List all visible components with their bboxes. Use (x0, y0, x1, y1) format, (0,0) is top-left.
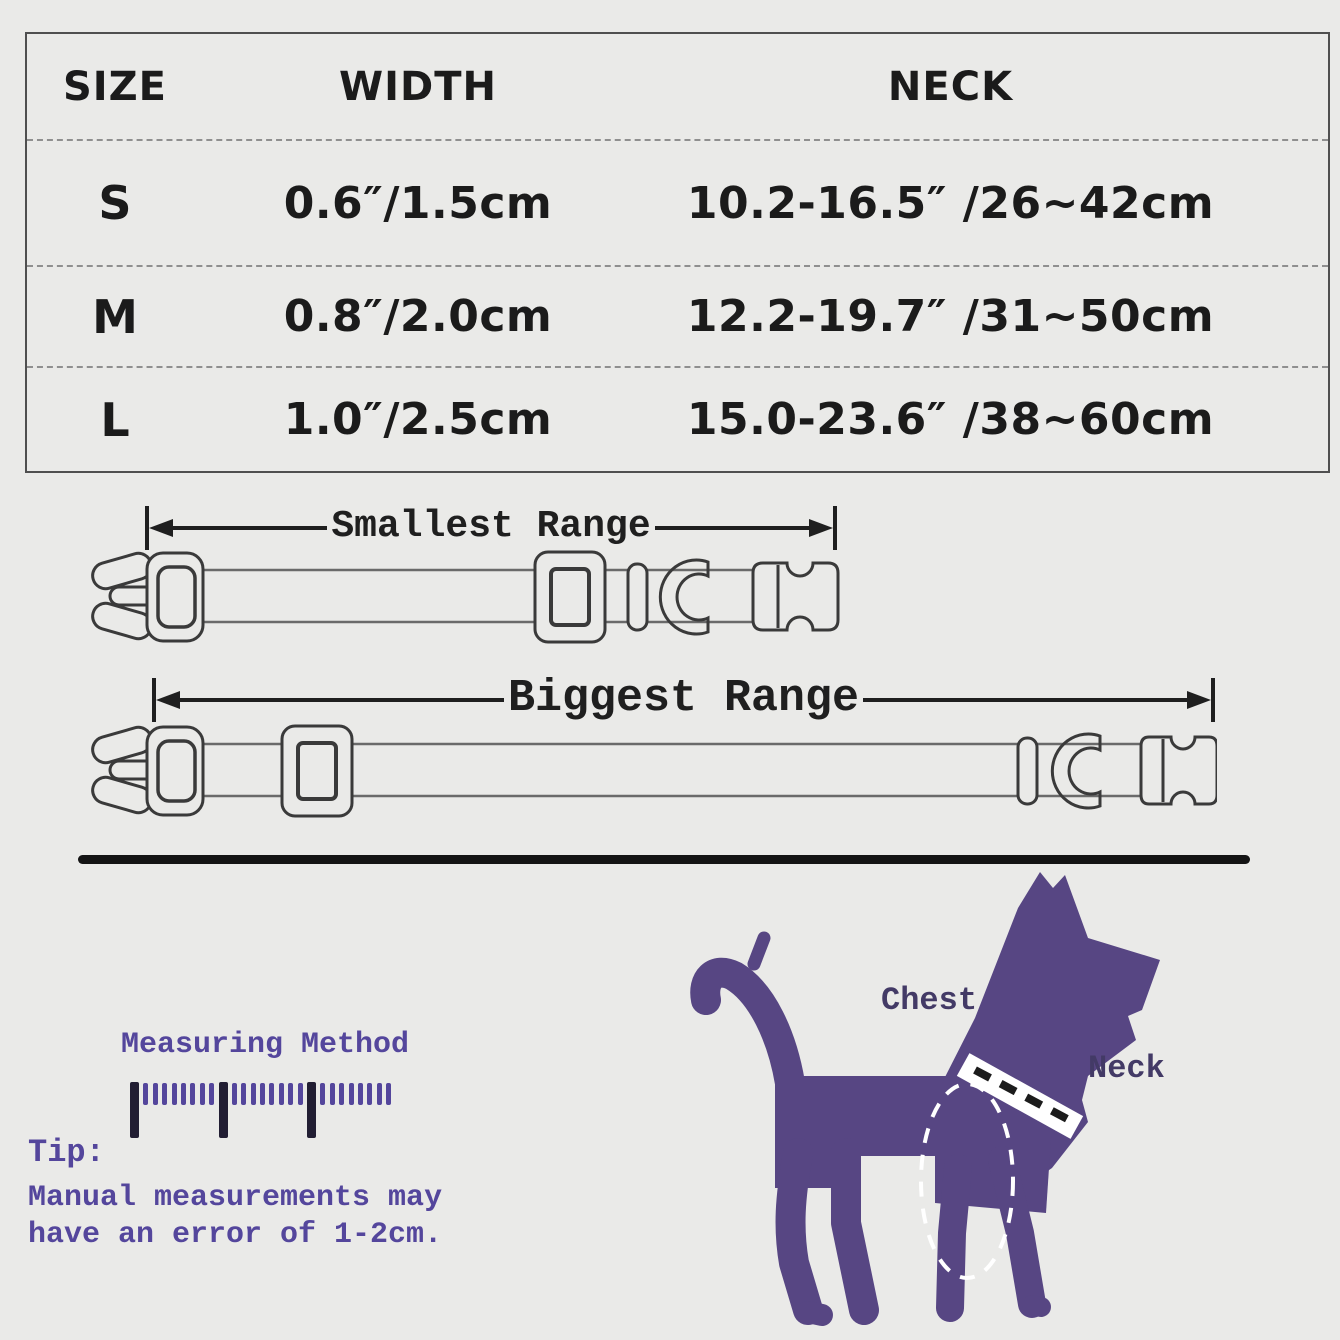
ruler-tick-minor (200, 1083, 205, 1105)
size-table (25, 32, 1330, 473)
arrow-end-bar (833, 506, 837, 550)
ruler-tick-minor (349, 1083, 354, 1105)
ruler-tick-minor (367, 1083, 372, 1105)
arrowhead-right-icon (809, 519, 833, 537)
arrow-line (173, 526, 327, 530)
chest-label: Chest (881, 982, 978, 1019)
ruler-tick-minor (298, 1083, 303, 1105)
column-header-size: SIZE (62, 63, 168, 110)
table-header-row (27, 34, 1328, 139)
section-divider (78, 855, 1250, 864)
ruler-tick-minor (279, 1083, 284, 1105)
ruler-tick-minor (339, 1083, 344, 1105)
tip-label: Tip: (28, 1134, 105, 1171)
ruler-tick-major (130, 1082, 139, 1138)
arrow-line (180, 698, 504, 702)
ruler-tick-minor (330, 1083, 335, 1105)
biggest-range-dimension-arrow (152, 672, 1215, 724)
collar-diagram-smallest (90, 548, 845, 648)
width-value: 1.0″/2.5cm (283, 394, 553, 445)
dog-tail (705, 973, 790, 1083)
arrowhead-left-icon (156, 691, 180, 709)
width-value: 0.6″/1.5cm (283, 177, 553, 229)
tip-note (28, 1180, 442, 1254)
dog-hind-leg (791, 1153, 808, 1310)
ruler-tick-minor (190, 1083, 195, 1105)
ruler-tick-minor (358, 1083, 363, 1105)
ruler-tick-minor (209, 1083, 214, 1105)
collar-diagram-biggest (90, 722, 1217, 822)
ruler-tick-minor (162, 1083, 167, 1105)
ruler-tick-minor (241, 1083, 246, 1105)
arrow-end-bar (1211, 678, 1215, 722)
dog-hind-leg (846, 1153, 864, 1310)
ruler-tick-minor (386, 1083, 391, 1105)
size-value: M (92, 289, 138, 344)
neck-value: 15.0-23.6″ /38~60cm (686, 394, 1215, 445)
table-row (27, 139, 1328, 265)
ruler-tick-minor (260, 1083, 265, 1105)
biggest-range-label: Biggest Range (507, 672, 860, 724)
dog-silhouette (690, 868, 1235, 1333)
table-row (27, 265, 1328, 366)
column-header-neck: NECK (887, 63, 1014, 110)
neck-label: Neck (1088, 1050, 1165, 1087)
arrow-line (655, 526, 809, 530)
ruler-tick-minor (288, 1083, 293, 1105)
size-value: S (98, 176, 132, 230)
arrow-line (863, 698, 1187, 702)
ruler-tick-minor (377, 1083, 382, 1105)
dog-front-leg (950, 1168, 958, 1308)
arrowhead-left-icon (149, 519, 173, 537)
ruler-tick-minor (251, 1083, 256, 1105)
dog-measurement-figure (690, 868, 1235, 1333)
neck-value: 12.2-19.7″ /31~50cm (686, 291, 1215, 342)
ruler-tick-major (219, 1082, 228, 1138)
size-value: L (100, 392, 130, 447)
measuring-method-title: Measuring Method (120, 1028, 410, 1062)
ruler-tick-minor (172, 1083, 177, 1105)
measuring-ruler (130, 1082, 391, 1138)
ruler-tick-minor (153, 1083, 158, 1105)
ruler-tick-minor (269, 1083, 274, 1105)
tip-note-line2: have an error of 1-2cm. (28, 1218, 443, 1252)
ruler-tick-minor (181, 1083, 186, 1105)
smallest-range-label: Smallest Range (331, 504, 651, 548)
ruler-tick-major (307, 1082, 316, 1138)
arrowhead-right-icon (1187, 691, 1211, 709)
smallest-range-dimension-arrow (145, 504, 837, 552)
table-row (27, 366, 1328, 471)
ruler-tick-minor (232, 1083, 237, 1105)
width-value: 0.8″/2.0cm (283, 291, 553, 342)
ruler-tick-minor (143, 1083, 148, 1105)
tip-note-line1: Manual measurements may (28, 1181, 443, 1215)
column-header-width: WIDTH (339, 63, 497, 110)
ruler-tick-minor (320, 1083, 325, 1105)
neck-value: 10.2-16.5″ /26~42cm (686, 177, 1215, 229)
